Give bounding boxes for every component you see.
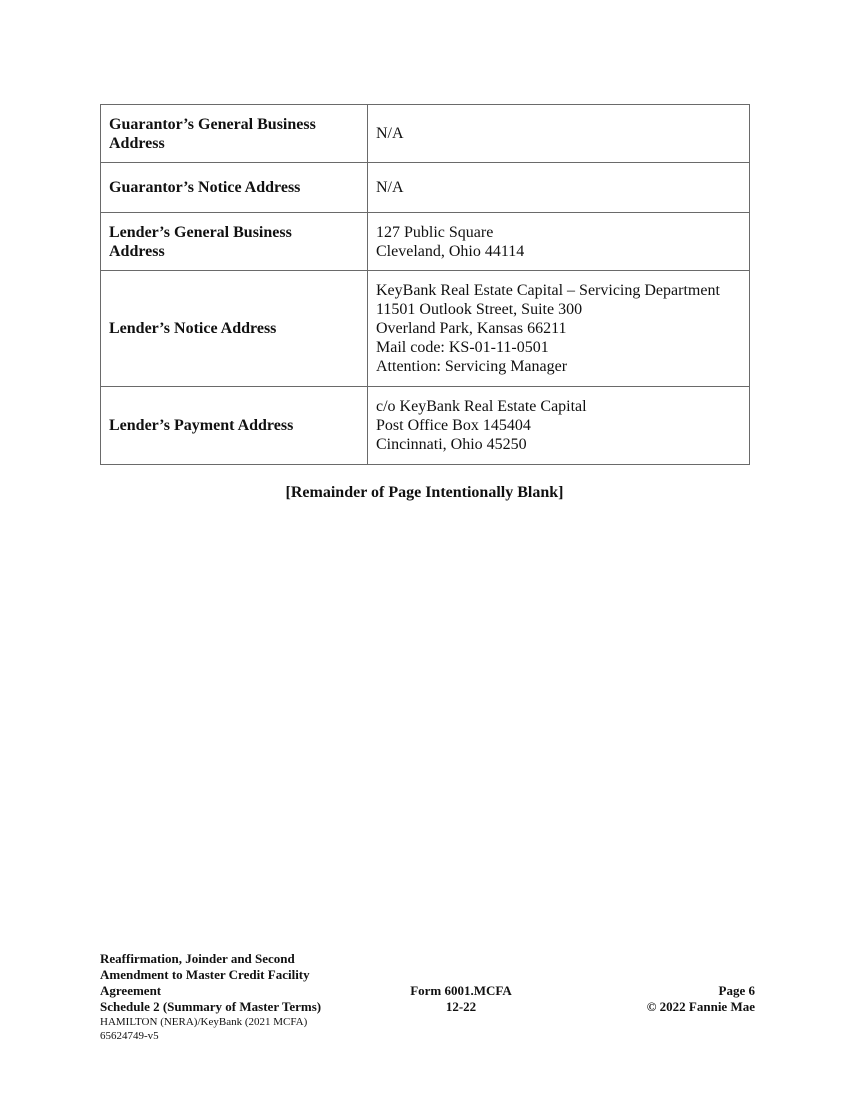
label-line: Lender’s Payment Address: [109, 417, 294, 434]
label-line: Address: [109, 242, 165, 260]
table-row: [101, 387, 750, 465]
value-line: Overland Park, Kansas 66211: [376, 320, 567, 337]
table-row: [101, 105, 750, 163]
footer-form-number: Form 6001.MCFA: [410, 983, 512, 998]
summary-terms-table: [100, 104, 750, 465]
footer-document-title: [100, 951, 321, 1043]
row-value: [368, 105, 750, 163]
footer-copyright: © 2022 Fannie Mae: [646, 999, 755, 1014]
value-line: N/A: [376, 125, 404, 142]
footer-title-line: Amendment to Master Credit Facility: [100, 967, 310, 982]
table-row: [101, 213, 750, 271]
label-line: Guarantor’s Notice Address: [109, 179, 301, 196]
footer-title-line: Agreement: [100, 983, 162, 998]
row-value: [368, 213, 750, 271]
label-line: Lender’s Notice Address: [109, 320, 277, 337]
row-value: [368, 271, 750, 387]
value-line: KeyBank Real Estate Capital – Servicing Department: [376, 282, 720, 299]
row-value: [368, 387, 750, 465]
footer-page-info: [647, 983, 755, 1015]
remainder-blank-note: [0, 483, 849, 503]
value-line: 11501 Outlook Street, Suite 300: [376, 301, 583, 318]
table-row: [101, 271, 750, 387]
row-label: [101, 105, 368, 163]
row-label: [101, 213, 368, 271]
value-line: Cleveland, Ohio 44114: [376, 242, 525, 260]
value-line: Attention: Servicing Manager: [376, 358, 568, 375]
footer-page-number: Page 6: [718, 983, 755, 998]
remainder-note-text: [Remainder of Page Intentionally Blank]: [285, 484, 564, 501]
row-label: [101, 163, 368, 213]
value-line: N/A: [376, 179, 404, 196]
value-line: c/o KeyBank Real Estate Capital: [376, 398, 587, 415]
value-line: 127 Public Square: [376, 223, 494, 241]
table-row: [101, 163, 750, 213]
value-line: Post Office Box 145404: [376, 417, 531, 434]
footer-title-line: Schedule 2 (Summary of Master Terms): [100, 999, 322, 1014]
row-label: [101, 387, 368, 465]
footer-form-date: 12-22: [445, 999, 477, 1014]
footer-doc-id: 65624749-v5: [100, 1030, 159, 1042]
footer-form-info: [396, 983, 526, 1015]
label-line: Lender’s General Business: [109, 223, 292, 241]
footer-file-reference: HAMILTON (NERA)/KeyBank (2021 MCFA): [100, 1016, 308, 1028]
value-line: Mail code: KS-01-11-0501: [376, 339, 549, 356]
footer-title-line: Reaffirmation, Joinder and Second: [100, 951, 295, 966]
label-line: Guarantor’s General Business: [109, 115, 316, 133]
label-line: Address: [109, 134, 165, 152]
row-value: [368, 163, 750, 213]
value-line: Cincinnati, Ohio 45250: [376, 436, 527, 453]
row-label: [101, 271, 368, 387]
